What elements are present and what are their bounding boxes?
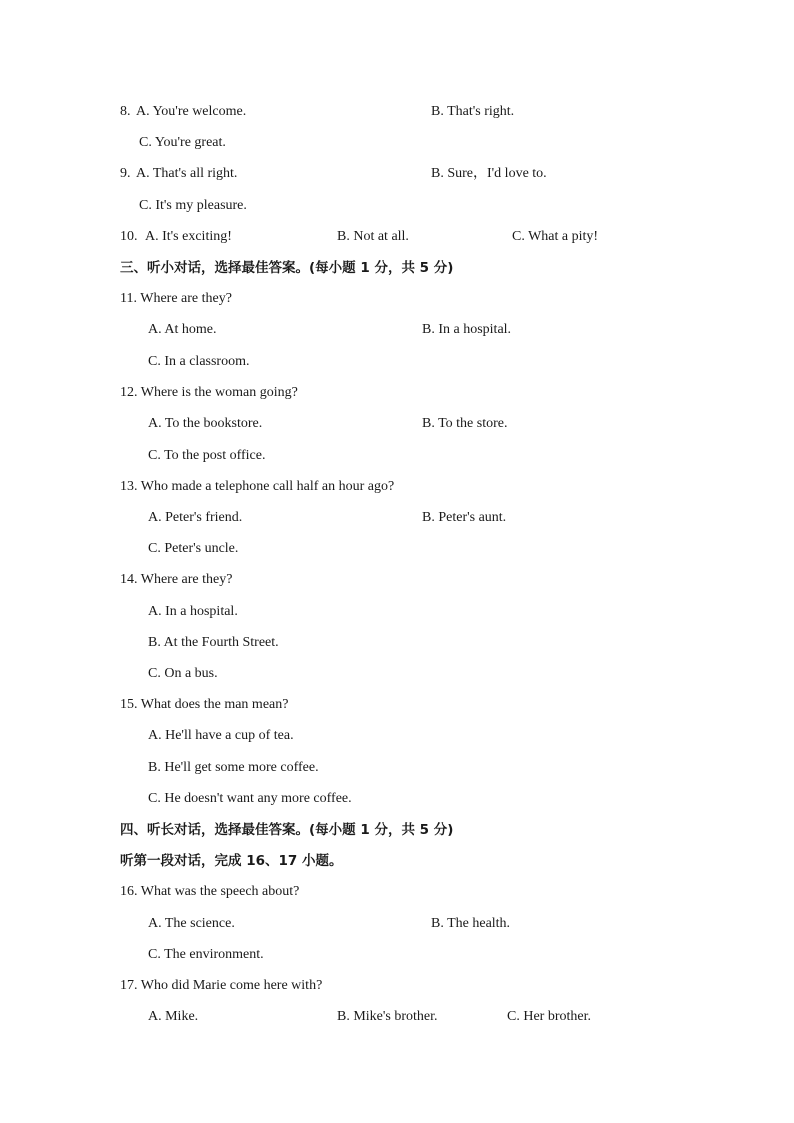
q16-option-b: B. The health. [431, 916, 511, 931]
q14-option-a: A. In a hospital. [148, 604, 238, 619]
q9-option-a: A. That's all right. [136, 166, 238, 181]
q9-option-b: B. Sure，I'd love to. [431, 166, 547, 181]
q16-question: 16. What was the speech about? [120, 884, 300, 899]
q12-option-a: A. To the bookstore. [148, 416, 263, 431]
q13-option-a: A. Peter's friend. [148, 510, 243, 525]
q15-option-a: A. He'll have a cup of tea. [148, 728, 294, 743]
q12-option-b: B. To the store. [422, 416, 508, 431]
q14-option-c: C. On a bus. [148, 666, 218, 681]
q13-option-b: B. Peter's aunt. [422, 510, 507, 525]
q17-option-b: B. Mike's brother. [337, 1009, 438, 1024]
q15-option-c: C. He doesn't want any more coffee. [148, 791, 352, 806]
q16-option-a: A. The science. [148, 916, 235, 931]
q8-number: 8. [120, 104, 131, 119]
q17-option-c: C. Her brother. [507, 1009, 591, 1024]
q17-question: 17. Who did Marie come here with? [120, 978, 323, 993]
q11-option-c: C. In a classroom. [148, 354, 250, 369]
q11-option-b: B. In a hospital. [422, 322, 512, 337]
section-4-subheading: 听第一段对话，完成 16、17 小题。 [120, 853, 343, 869]
q14-option-b: B. At the Fourth Street. [148, 635, 279, 650]
q10-number: 10. [120, 229, 138, 244]
section-3-heading: 三、听小对话，选择最佳答案。(每小题 1 分，共 5 分) [120, 260, 454, 276]
q17-option-a: A. Mike. [148, 1009, 199, 1024]
q14-question: 14. Where are they? [120, 572, 233, 587]
q10-option-a: A. It's exciting! [145, 229, 232, 244]
q15-question: 15. What does the man mean? [120, 697, 289, 712]
q10-option-c: C. What a pity! [512, 229, 599, 244]
q12-question: 12. Where is the woman going? [120, 385, 298, 400]
q9-option-c: C. It's my pleasure. [139, 198, 247, 213]
q12-option-c: C. To the post office. [148, 448, 266, 463]
q9-number: 9. [120, 166, 131, 181]
q13-question: 13. Who made a telephone call half an hour ago? [120, 479, 395, 494]
q10-option-b: B. Not at all. [337, 229, 409, 244]
q8-option-c: C. You're great. [139, 135, 226, 150]
q15-option-b: B. He'll get some more coffee. [148, 760, 319, 775]
q11-option-a: A. At home. [148, 322, 217, 337]
q8-option-b: B. That's right. [431, 104, 515, 119]
q13-option-c: C. Peter's uncle. [148, 541, 239, 556]
q11-question: 11. Where are they? [120, 291, 232, 306]
q8-option-a: A. You're welcome. [136, 104, 247, 119]
q16-option-c: C. The environment. [148, 947, 264, 962]
section-4-heading: 四、听长对话，选择最佳答案。(每小题 1 分，共 5 分) [120, 822, 454, 838]
